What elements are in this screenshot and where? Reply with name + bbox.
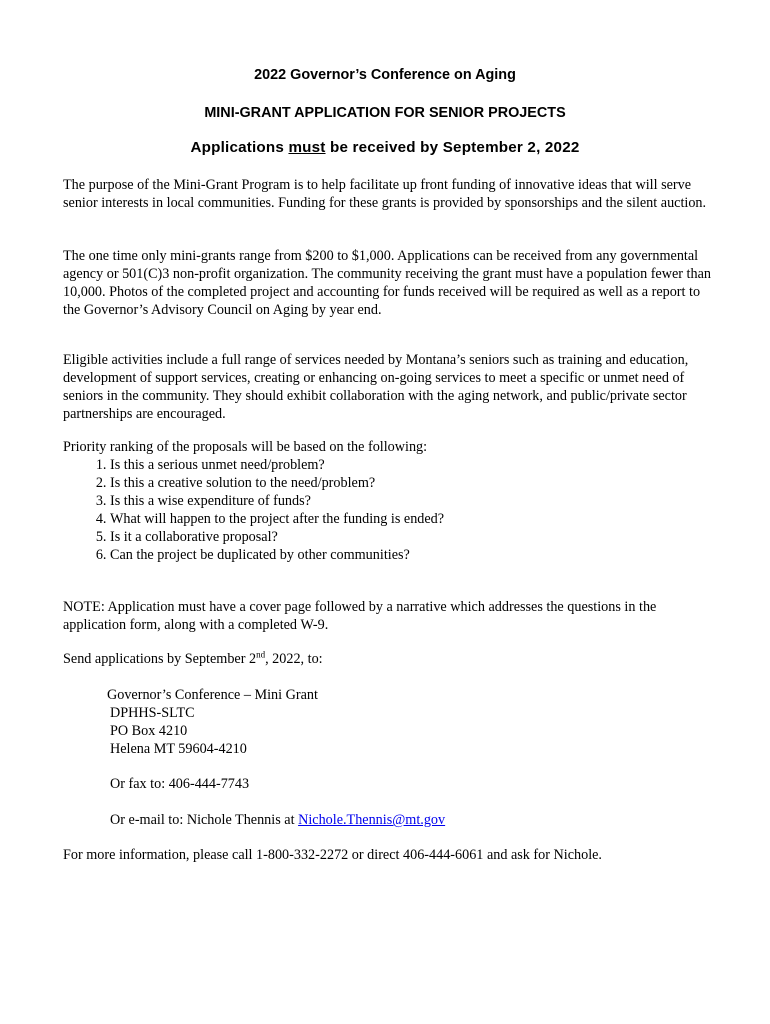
more-info-line: For more information, please call 1-800-332-2272 or direct 406-444-6061 and ask for Nichole.	[63, 847, 602, 863]
fax-line: Or fax to: 406-444-7743	[110, 776, 250, 792]
address-line-2: DPHHS-SLTC	[110, 705, 195, 721]
purpose-paragraph: The purpose of the Mini-Grant Program is to help facilitate up front funding of innovative ideas that will serve senior interests in local communities. Funding for these grants is provided by sponsorships and the silent auction.	[63, 177, 707, 211]
eligible-activities-paragraph: Eligible activities include a full range of services needed by Montana’s seniors such as training and education, development of support services, creating or enhancing on-going services to meet a specific or unmet need of seniors in the community. They should exhibit collaboration with the aging network, and public/private sector partnerships are encouraged.	[63, 352, 689, 422]
send-suffix: , 2022, to:	[265, 651, 323, 667]
list-item: 2. Is this a creative solution to the need/problem?	[110, 474, 750, 492]
list-item: 4. What will happen to the project after the funding is ended?	[110, 510, 750, 528]
deadline-notice	[0, 139, 770, 157]
email-link[interactable]: Nichole.Thennis@mt.gov	[298, 812, 446, 828]
deadline-prefix: Applications	[190, 139, 289, 156]
list-item: 5. Is it a collaborative proposal?	[110, 528, 750, 546]
document-title: 2022 Governor’s Conference on Aging	[254, 67, 516, 83]
address-line-1: Governor’s Conference – Mini Grant	[107, 687, 318, 703]
list-item: 3. Is this a wise expenditure of funds?	[110, 492, 750, 510]
list-item: 6. Can the project be duplicated by other communities?	[110, 546, 750, 564]
send-applications-line	[63, 650, 713, 668]
grant-range-paragraph: The one time only mini-grants range from $200 to $1,000. Applications can be received from any governmental agency or 501(C)3 non-profit organization. The community receiving the grant must have a population fewer than 10,000. Photos of the completed project and accounting for funds received will be required as well as a report to the Governor’s Advisory Council on Aging by year end.	[63, 248, 711, 318]
deadline-suffix: be received by September 2, 2022	[325, 139, 580, 156]
address-line-4: Helena MT 59604-4210	[110, 741, 247, 757]
mailing-address	[107, 686, 318, 758]
document-subtitle: MINI-GRANT APPLICATION FOR SENIOR PROJECTS	[204, 105, 566, 121]
send-ordinal: nd	[256, 649, 266, 660]
send-prefix: Send applications by September 2	[63, 651, 257, 667]
email-prefix: Or e-mail to: Nichole Thennis at	[110, 812, 299, 828]
priority-intro: Priority ranking of the proposals will be based on the following:	[63, 439, 428, 455]
deadline-emphasis: must	[288, 139, 326, 156]
email-line	[110, 811, 445, 829]
priority-list	[63, 456, 750, 564]
note-paragraph: NOTE: Application must have a cover page followed by a narrative which addresses the questions in the application form, along with a completed W-9.	[63, 599, 657, 633]
address-line-3: PO Box 4210	[110, 723, 188, 739]
list-item: 1. Is this a serious unmet need/problem?	[110, 456, 750, 474]
